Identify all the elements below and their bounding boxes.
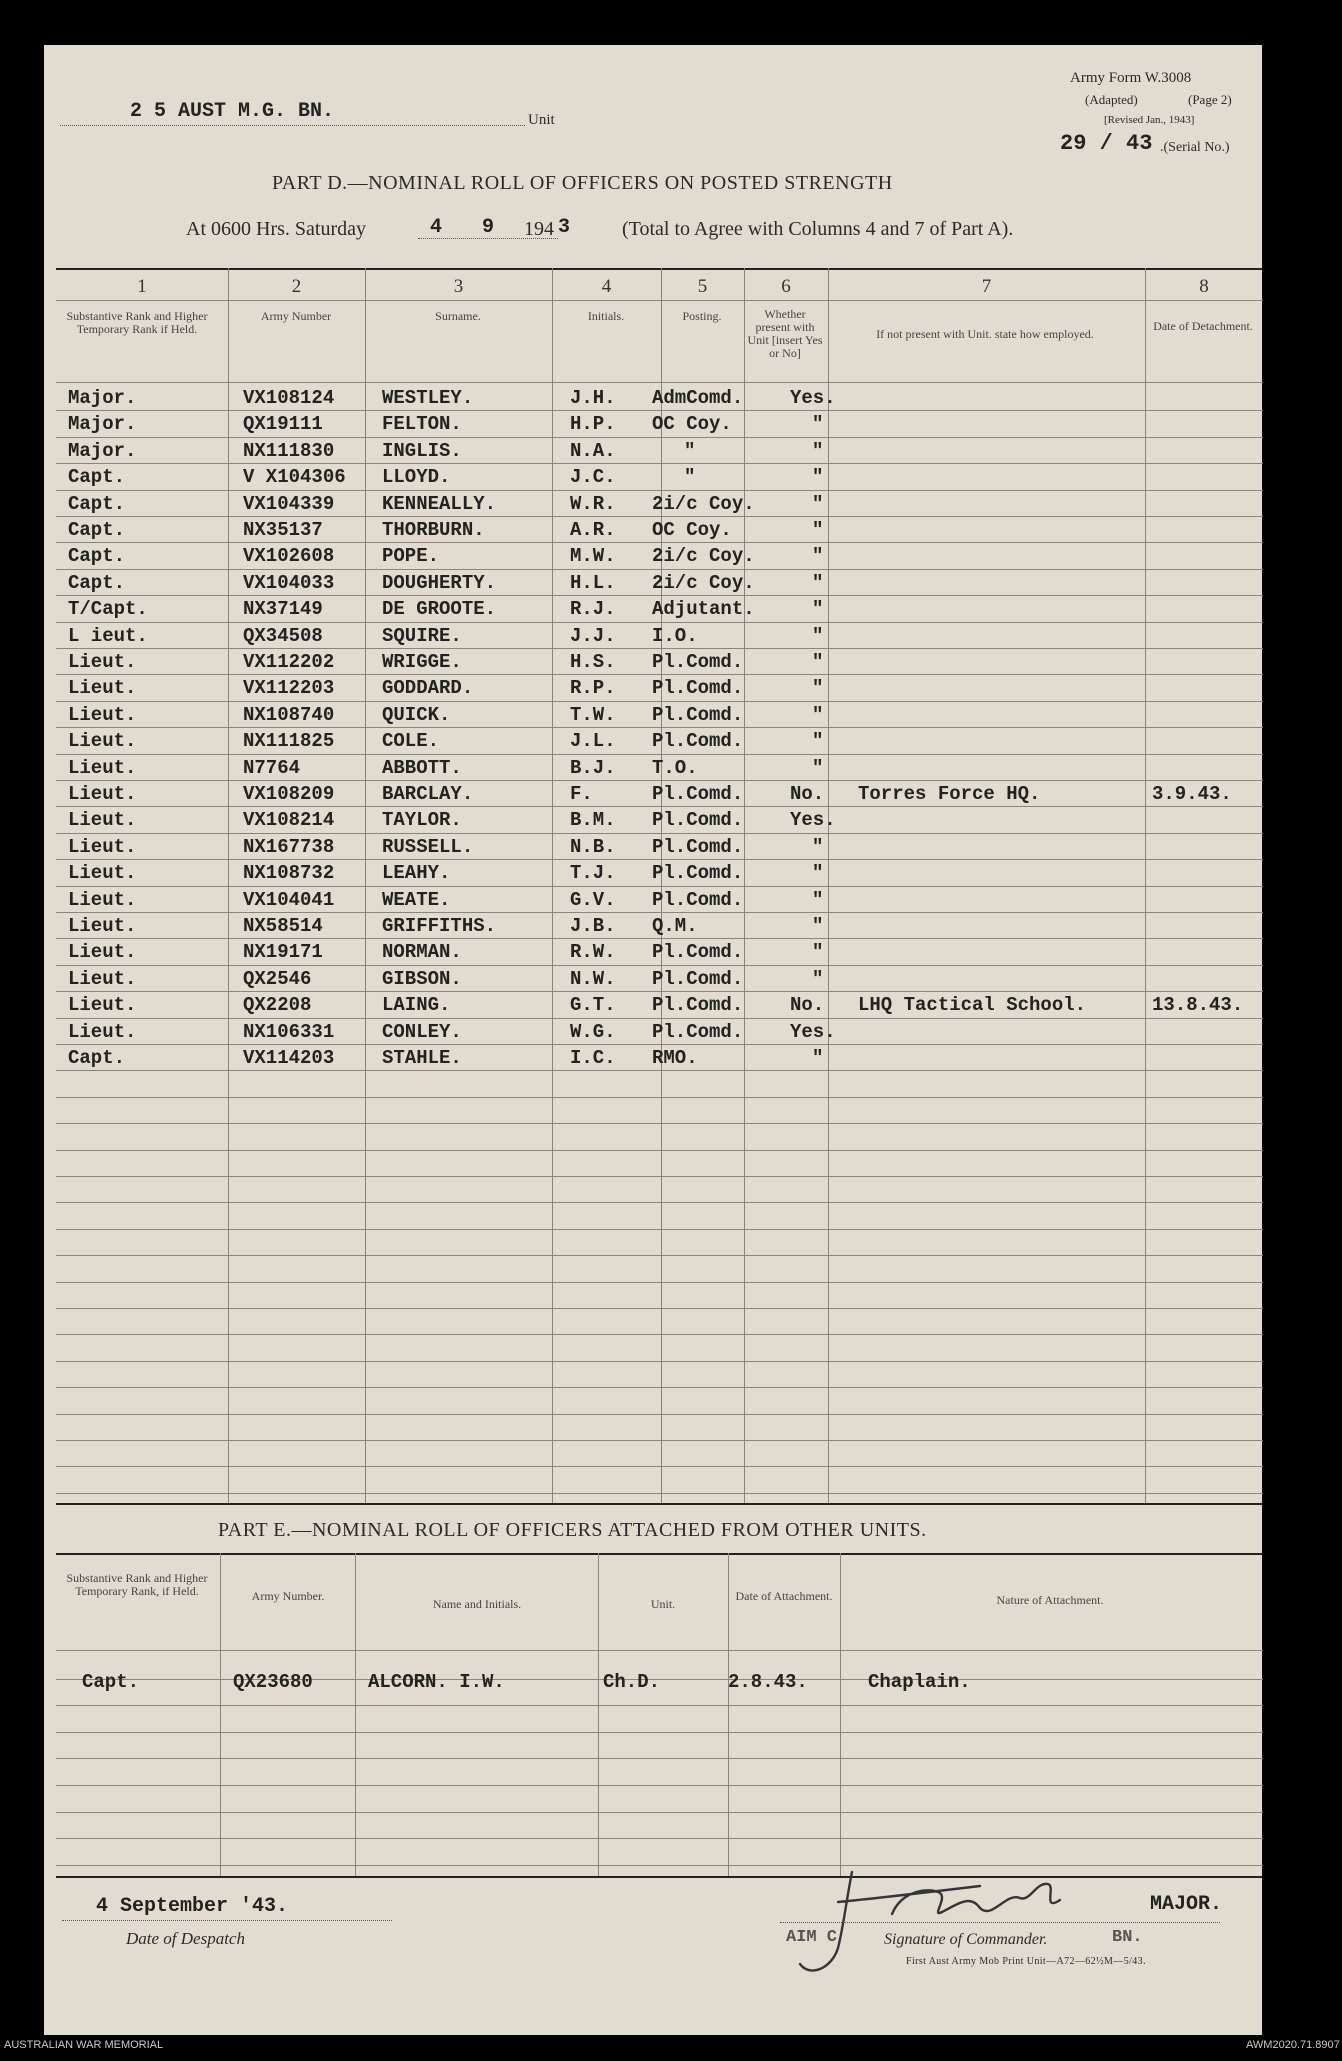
part-d-cell: L ieut. xyxy=(68,625,148,647)
part-d-cell: Lieut. xyxy=(68,809,137,831)
part-d-cell: " xyxy=(812,545,824,567)
part-d-date-day: 4 xyxy=(430,216,443,239)
part-d-cell: Yes. xyxy=(790,1021,836,1043)
part-d-ruled-line xyxy=(56,648,1263,649)
despatch-label: Date of Despatch xyxy=(126,1929,245,1948)
part-d-ruled-line xyxy=(56,1229,1263,1230)
part-d-cell: Lieut. xyxy=(68,862,137,884)
part-d-cell: Lieut. xyxy=(68,915,137,937)
part-d-cell: CONLEY. xyxy=(382,1021,462,1043)
part-d-cell: I.C. xyxy=(570,1047,616,1069)
part-d-ruled-line xyxy=(56,806,1263,807)
part-d-ruled-line xyxy=(56,991,1263,992)
part-d-cell: T.W. xyxy=(570,704,616,726)
despatch-line xyxy=(62,1920,392,1921)
part-e-ruled-line xyxy=(56,1812,1263,1813)
part-d-cell: Pl.Comd. xyxy=(652,862,744,884)
part-d-ruled-line xyxy=(56,1150,1263,1151)
part-d-cell: Torres Force HQ. xyxy=(858,783,1041,805)
part-d-ruled-line xyxy=(56,886,1263,887)
part-e-cell: QX23680 xyxy=(233,1671,313,1693)
part-d-column-number: 2 xyxy=(291,276,302,297)
part-d-cell: B.J. xyxy=(570,757,616,779)
part-d-ruled-line xyxy=(56,490,1263,491)
part-e-ruled-line xyxy=(56,1705,1263,1706)
part-d-cell: RUSSELL. xyxy=(382,836,474,858)
part-d-cell: " xyxy=(812,941,824,963)
part-d-ruled-line xyxy=(56,833,1263,834)
part-d-cell: INGLIS. xyxy=(382,440,462,462)
part-d-cell: QX19111 xyxy=(243,413,323,435)
signature-label: Signature of Commander. xyxy=(884,1931,1048,1948)
part-d-ruled-line xyxy=(56,595,1263,596)
part-d-ruled-line xyxy=(56,1255,1263,1256)
part-d-column-header: Date of Detachment. xyxy=(1153,319,1253,333)
part-d-cell: 2i/c Coy. xyxy=(652,545,755,567)
part-d-cell: Lieut. xyxy=(68,783,137,805)
part-e-ruled-line xyxy=(56,1732,1263,1733)
part-d-cell: " xyxy=(812,730,824,752)
part-d-cell: " xyxy=(812,968,824,990)
part-d-cell: Capt. xyxy=(68,1047,126,1069)
part-d-ruled-line xyxy=(56,1202,1263,1203)
part-d-cell: KENNEALLY. xyxy=(382,493,497,515)
part-d-ruled-line xyxy=(56,1308,1263,1309)
part-d-cell: QUICK. xyxy=(382,704,451,726)
part-d-column-number: 1 xyxy=(137,276,147,297)
part-d-cell: 3.9.43. xyxy=(1152,783,1232,805)
part-d-cell: H.P. xyxy=(570,413,616,435)
part-d-cell: J.J. xyxy=(570,625,616,647)
part-d-cell: Pl.Comd. xyxy=(652,651,744,673)
part-d-cell: Pl.Comd. xyxy=(652,1021,744,1043)
part-d-cell: Capt. xyxy=(68,519,126,541)
part-d-cell: Yes. xyxy=(790,809,836,831)
part-d-cell: VX108209 xyxy=(243,783,335,805)
unit-dotted-line xyxy=(60,125,525,126)
part-d-cell: OC Coy. xyxy=(652,413,732,435)
part-d-cell: NX167738 xyxy=(243,836,335,858)
part-d-column-number: 8 xyxy=(1199,276,1209,297)
part-e-top-rule xyxy=(56,1553,1263,1555)
part-d-cell: Lieut. xyxy=(68,704,137,726)
part-d-cell: " xyxy=(684,440,696,462)
part-d-cell: J.H. xyxy=(570,387,616,409)
part-d-cell: " xyxy=(812,519,824,541)
part-d-cell: ABBOTT. xyxy=(382,757,462,779)
part-e-cell: Capt. xyxy=(82,1671,140,1693)
part-d-cell: " xyxy=(812,572,824,594)
part-d-cell: Adjutant. xyxy=(652,598,755,620)
part-d-cell: THORBURN. xyxy=(382,519,485,541)
part-d-ruled-line xyxy=(56,569,1263,570)
part-d-year-digit: 3 xyxy=(558,216,571,239)
part-d-cell: LEAHY. xyxy=(382,862,451,884)
part-d-cell: " xyxy=(684,466,696,488)
part-e-column-divider xyxy=(840,1553,841,1876)
part-d-cell: VX114203 xyxy=(243,1047,335,1069)
part-d-cell: BARCLAY. xyxy=(382,783,474,805)
part-d-column-header: If not present with Unit. state how employed. xyxy=(876,327,1094,341)
part-d-cell: LHQ Tactical School. xyxy=(858,994,1087,1016)
part-d-cell: Pl.Comd. xyxy=(652,809,744,831)
part-d-cell: N.A. xyxy=(570,440,616,462)
part-d-cell: J.L. xyxy=(570,730,616,752)
part-d-cell: Pl.Comd. xyxy=(652,941,744,963)
part-d-ruled-line xyxy=(56,1282,1263,1283)
part-d-cell: H.L. xyxy=(570,572,616,594)
part-d-header-rule xyxy=(56,382,1263,383)
part-d-date-month: 9 xyxy=(482,216,495,239)
part-d-cell: N7764 xyxy=(243,757,301,779)
part-e-cell: Ch.D. xyxy=(603,1671,661,1693)
part-d-ruled-line xyxy=(56,938,1263,939)
part-d-cell: QX34508 xyxy=(243,625,323,647)
part-d-column-header: Substantive Rank and Higher Temporary Rank if Held. xyxy=(66,309,208,336)
part-d-year-prefix: 194 xyxy=(524,218,554,240)
part-d-cell: Capt. xyxy=(68,493,126,515)
part-d-column-header: Surname. xyxy=(435,309,481,323)
part-e-cell: Chaplain. xyxy=(868,1671,971,1693)
part-d-cell: B.M. xyxy=(570,809,616,831)
part-d-at-prefix: At 0600 Hrs. Saturday xyxy=(186,218,366,240)
part-e-column-header: Name and Initials. xyxy=(432,1597,522,1611)
part-d-cell: WRIGGE. xyxy=(382,651,462,673)
part-d-cell: G.V. xyxy=(570,889,616,911)
part-d-cell: " xyxy=(812,915,824,937)
part-d-column-header: Posting. xyxy=(682,309,722,323)
part-d-ruled-line xyxy=(56,1070,1263,1071)
part-d-cell: R.W. xyxy=(570,941,616,963)
part-e-column-divider xyxy=(355,1553,356,1876)
part-d-cell: I.O. xyxy=(652,625,698,647)
part-e-header-rule xyxy=(56,1650,1263,1651)
part-d-cell: FELTON. xyxy=(382,413,462,435)
part-d-colnum-rule xyxy=(56,300,1263,301)
part-d-cell: Lieut. xyxy=(68,968,137,990)
part-d-cell: N.W. xyxy=(570,968,616,990)
form-revised: [Revised Jan., 1943] xyxy=(1104,114,1195,126)
part-d-cell: AdmComd. xyxy=(652,387,744,409)
part-d-cell: Lieut. xyxy=(68,757,137,779)
part-d-cell: N.B. xyxy=(570,836,616,858)
part-d-cell: " xyxy=(812,1047,824,1069)
part-d-cell: " xyxy=(812,466,824,488)
part-d-cell: Lieut. xyxy=(68,836,137,858)
part-d-cell: NX35137 xyxy=(243,519,323,541)
part-d-cell: VX104339 xyxy=(243,493,335,515)
part-d-cell: W.R. xyxy=(570,493,616,515)
form-name: Army Form W.3008 xyxy=(1070,70,1192,86)
part-e-ruled-line xyxy=(56,1838,1263,1839)
part-d-cell: Q.M. xyxy=(652,915,698,937)
part-d-title: PART D.—NOMINAL ROLL OF OFFICERS ON POSTED STRENGTH xyxy=(272,172,893,194)
part-d-cell: WEATE. xyxy=(382,889,451,911)
part-d-cell: Capt. xyxy=(68,545,126,567)
serial-number: 29 / 43 xyxy=(1060,131,1153,156)
part-e-column-divider xyxy=(728,1553,729,1876)
unit-stamp: AIM C xyxy=(786,1928,838,1947)
part-d-top-rule xyxy=(56,268,1263,270)
part-d-cell: 2i/c Coy. xyxy=(652,493,755,515)
part-e-column-header: Substantive Rank and Higher Temporary Rank, if Held. xyxy=(66,1571,208,1598)
part-d-cell: NX19171 xyxy=(243,941,323,963)
part-d-cell: SQUIRE. xyxy=(382,625,462,647)
part-d-cell: " xyxy=(812,651,824,673)
part-d-cell: WESTLEY. xyxy=(382,387,474,409)
part-d-cell: Capt. xyxy=(68,572,126,594)
part-d-ruled-line xyxy=(56,701,1263,702)
part-d-cell: NX111825 xyxy=(243,730,335,752)
commander-rank: MAJOR. xyxy=(1150,1893,1223,1916)
part-d-cell: Capt. xyxy=(68,466,126,488)
form-page-number: (Page 2) xyxy=(1188,92,1232,107)
part-d-cell: NX111830 xyxy=(243,440,335,462)
part-e-ruled-line xyxy=(56,1785,1263,1786)
part-e-ruled-line xyxy=(56,1758,1263,1759)
part-e-column-header: Nature of Attachment. xyxy=(996,1593,1104,1607)
part-e-cell: ALCORN. I.W. xyxy=(368,1671,505,1693)
part-d-cell: POPE. xyxy=(382,545,440,567)
unit-label: Unit xyxy=(528,112,555,128)
part-d-cell: " xyxy=(812,413,824,435)
part-d-cell: " xyxy=(812,440,824,462)
part-d-total-note: (Total to Agree with Columns 4 and 7 of Part A). xyxy=(622,218,1014,240)
part-d-cell: Pl.Comd. xyxy=(652,677,744,699)
unit-name: 2 5 AUST M.G. BN. xyxy=(130,100,335,123)
part-e-column-divider xyxy=(220,1553,221,1876)
part-e-column-header: Date of Attachment. xyxy=(735,1589,833,1603)
part-e-column-header: Unit. xyxy=(650,1597,676,1611)
part-d-cell: VX112203 xyxy=(243,677,335,699)
part-e-column-header: Army Number. xyxy=(251,1589,325,1603)
part-d-cell: Lieut. xyxy=(68,677,137,699)
part-d-cell: TAYLOR. xyxy=(382,809,462,831)
part-d-cell: Pl.Comd. xyxy=(652,730,744,752)
part-d-ruled-line xyxy=(56,463,1263,464)
part-d-ruled-line xyxy=(56,674,1263,675)
part-d-cell: A.R. xyxy=(570,519,616,541)
archive-reference: AWM2020.71.8907 xyxy=(1246,2039,1340,2051)
part-d-ruled-line xyxy=(56,912,1263,913)
part-d-cell: " xyxy=(812,677,824,699)
part-d-cell: Major. xyxy=(68,440,137,462)
part-d-cell: T.J. xyxy=(570,862,616,884)
part-d-cell: VX104041 xyxy=(243,889,335,911)
part-d-cell: " xyxy=(812,757,824,779)
part-d-cell: Pl.Comd. xyxy=(652,704,744,726)
part-d-ruled-line xyxy=(56,1493,1263,1494)
part-d-ruled-line xyxy=(56,1387,1263,1388)
part-d-cell: W.G. xyxy=(570,1021,616,1043)
part-e-column-divider xyxy=(598,1553,599,1876)
part-d-cell: DE GROOTE. xyxy=(382,598,497,620)
part-d-cell: Lieut. xyxy=(68,941,137,963)
part-d-cell: T/Capt. xyxy=(68,598,148,620)
part-d-ruled-line xyxy=(56,1361,1263,1362)
part-d-cell: VX108214 xyxy=(243,809,335,831)
part-d-cell: QX2208 xyxy=(243,994,312,1016)
part-d-cell: " xyxy=(812,889,824,911)
serial-label: .(Serial No.) xyxy=(1160,140,1230,155)
part-d-cell: " xyxy=(812,862,824,884)
signature-line xyxy=(780,1922,1220,1923)
part-d-column-number: 5 xyxy=(697,276,708,297)
part-d-column-number: 6 xyxy=(781,276,791,297)
part-d-cell: Pl.Comd. xyxy=(652,836,744,858)
part-d-ruled-line xyxy=(56,622,1263,623)
part-d-cell: 2i/c Coy. xyxy=(652,572,755,594)
part-d-ruled-line xyxy=(56,1440,1263,1441)
part-d-cell: COLE. xyxy=(382,730,440,752)
part-d-cell: " xyxy=(812,836,824,858)
part-d-cell: VX104033 xyxy=(243,572,335,594)
part-d-cell: 13.8.43. xyxy=(1152,994,1244,1016)
part-d-ruled-line xyxy=(56,1466,1263,1467)
part-d-cell: F. xyxy=(570,783,593,805)
despatch-date: 4 September '43. xyxy=(96,1895,289,1918)
part-d-cell: R.P. xyxy=(570,677,616,699)
part-d-ruled-line xyxy=(56,1097,1263,1098)
part-d-cell: Lieut. xyxy=(68,730,137,752)
part-d-ruled-line xyxy=(56,780,1263,781)
part-d-ruled-line xyxy=(56,410,1263,411)
part-d-cell: VX102608 xyxy=(243,545,335,567)
part-d-cell: QX2546 xyxy=(243,968,312,990)
part-d-cell: NX108740 xyxy=(243,704,335,726)
part-d-cell: GODDARD. xyxy=(382,677,474,699)
part-d-ruled-line xyxy=(56,542,1263,543)
part-d-cell: OC Coy. xyxy=(652,519,732,541)
part-d-ruled-line xyxy=(56,1123,1263,1124)
part-d-cell: NX106331 xyxy=(243,1021,335,1043)
part-d-column-header: Army Number xyxy=(260,309,332,323)
part-d-cell: Pl.Comd. xyxy=(652,994,744,1016)
printer-imprint: First Aust Army Mob Print Unit—A72—62½M—5/43. xyxy=(906,1956,1146,1967)
part-d-cell: RMO. xyxy=(652,1047,698,1069)
part-d-cell: Major. xyxy=(68,387,137,409)
part-e-title: PART E.—NOMINAL ROLL OF OFFICERS ATTACHED FROM OTHER UNITS. xyxy=(218,1519,927,1541)
part-d-cell: LLOYD. xyxy=(382,466,451,488)
part-d-cell: Pl.Comd. xyxy=(652,783,744,805)
part-d-cell: Pl.Comd. xyxy=(652,968,744,990)
part-d-cell: NX58514 xyxy=(243,915,323,937)
part-d-ruled-line xyxy=(56,1414,1263,1415)
part-d-cell: VX112202 xyxy=(243,651,335,673)
part-d-cell: Lieut. xyxy=(68,994,137,1016)
part-d-ruled-line xyxy=(56,727,1263,728)
part-d-cell: G.T. xyxy=(570,994,616,1016)
part-d-cell: Yes. xyxy=(790,387,836,409)
part-d-ruled-line xyxy=(56,965,1263,966)
part-d-ruled-line xyxy=(56,754,1263,755)
part-d-ruled-line xyxy=(56,859,1263,860)
part-d-cell: T.O. xyxy=(652,757,698,779)
part-d-column-header: Initials. xyxy=(587,309,625,323)
part-d-column-number: 7 xyxy=(981,276,992,297)
part-d-cell: " xyxy=(812,704,824,726)
part-d-cell: NX37149 xyxy=(243,598,323,620)
part-d-cell: Lieut. xyxy=(68,651,137,673)
part-d-cell: STAHLE. xyxy=(382,1047,462,1069)
archive-label: AUSTRALIAN WAR MEMORIAL xyxy=(4,2039,164,2051)
part-d-ruled-line xyxy=(56,1044,1263,1045)
part-d-cell: " xyxy=(812,598,824,620)
part-d-ruled-line xyxy=(56,1018,1263,1019)
part-d-cell: Lieut. xyxy=(68,889,137,911)
part-d-ruled-line xyxy=(56,1176,1263,1177)
part-d-ruled-line xyxy=(56,516,1263,517)
part-d-bottom-rule xyxy=(56,1503,1263,1505)
part-d-cell: J.C. xyxy=(570,466,616,488)
part-d-ruled-line xyxy=(56,1334,1263,1335)
part-d-cell: J.B. xyxy=(570,915,616,937)
part-d-ruled-line xyxy=(56,437,1263,438)
part-d-cell: DOUGHERTY. xyxy=(382,572,497,594)
part-d-cell: R.J. xyxy=(570,598,616,620)
part-d-column-number: 4 xyxy=(601,276,612,297)
part-d-cell: NX108732 xyxy=(243,862,335,884)
part-d-cell: NORMAN. xyxy=(382,941,462,963)
part-d-cell: Major. xyxy=(68,413,137,435)
part-d-cell: M.W. xyxy=(570,545,616,567)
part-d-cell: " xyxy=(812,625,824,647)
part-d-cell: GRIFFITHS. xyxy=(382,915,497,937)
part-d-column-number: 3 xyxy=(453,276,464,297)
part-d-cell: H.S. xyxy=(570,651,616,673)
unit-stamp-end: BN. xyxy=(1112,1928,1143,1947)
part-d-cell: Pl.Comd. xyxy=(652,889,744,911)
part-d-cell: No. xyxy=(790,783,825,805)
part-e-cell: 2.8.43. xyxy=(728,1671,808,1693)
form-adapted: (Adapted) xyxy=(1085,92,1138,107)
part-d-cell: V X104306 xyxy=(243,466,346,488)
part-d-cell: VX108124 xyxy=(243,387,335,409)
part-d-cell: No. xyxy=(790,994,825,1016)
part-d-cell: " xyxy=(812,493,824,515)
part-d-cell: Lieut. xyxy=(68,1021,137,1043)
part-d-cell: GIBSON. xyxy=(382,968,462,990)
part-d-cell: LAING. xyxy=(382,994,451,1016)
part-d-column-header: Whether present with Unit [insert Yes or No] xyxy=(747,307,823,360)
